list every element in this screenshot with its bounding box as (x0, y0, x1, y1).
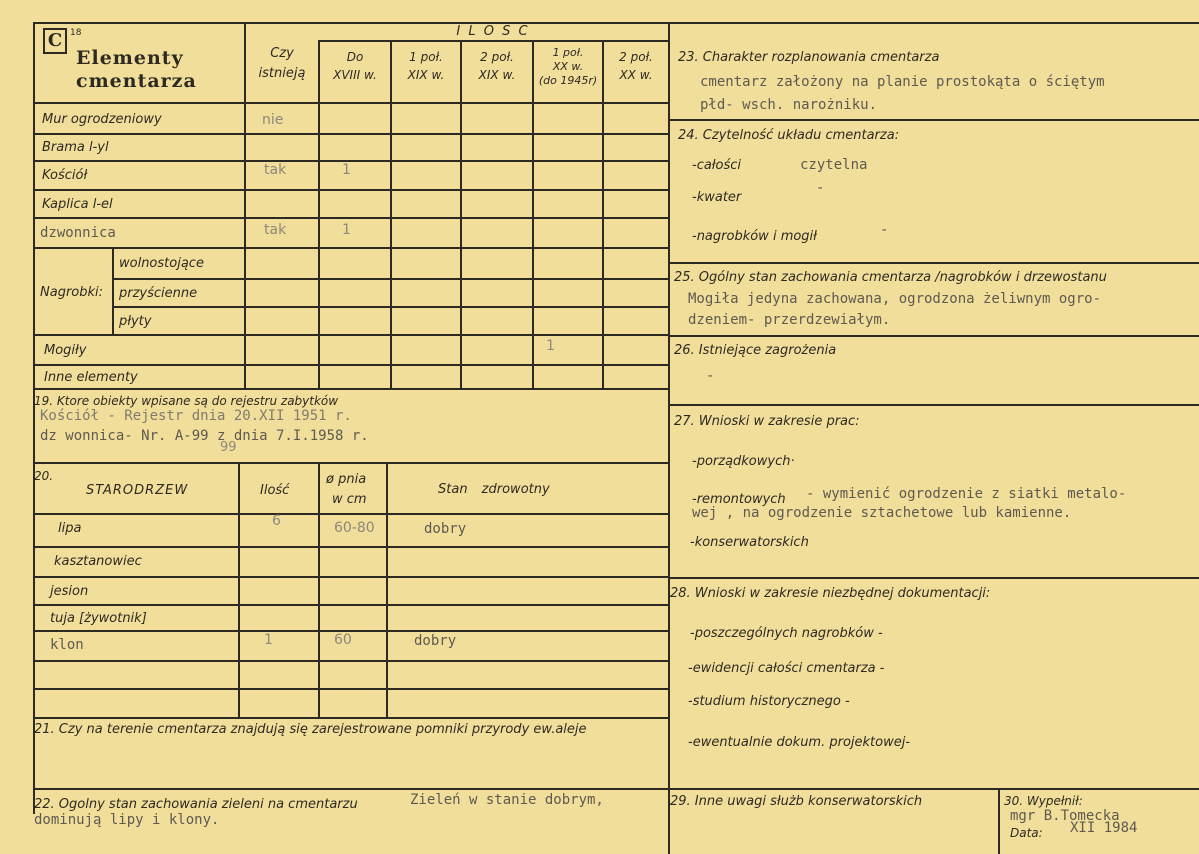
s23-line2: płd- wsch. narożniku. (700, 97, 878, 113)
row-line-7 (112, 306, 668, 308)
s27-remontowych-line1: - wymienić ogrodzenie z siatki metalo- (806, 486, 1127, 502)
s24-kwater-value: - (816, 180, 825, 196)
row-line-3 (33, 189, 668, 191)
s22-label: 22. Ogolny stan zachowania zieleni na cmentarzu (34, 797, 358, 812)
s20-col-wcm: w cm (332, 492, 367, 507)
tree-name-tuja: tuja [żywotnik] (50, 611, 147, 626)
inne-label: Inne elementy (44, 370, 138, 385)
title-line1: Elementy (76, 47, 184, 69)
tree-state-klon: dobry (414, 633, 457, 649)
s19-bottom-line (33, 462, 668, 464)
row-exists-dzwonnica: tak (264, 222, 287, 238)
row-line-1 (33, 133, 668, 135)
s26-label: 26. Istniejące zagrożenia (674, 343, 837, 358)
mogily-label: Mogiły (44, 343, 87, 358)
s19-label: 19. Ktore obiekty wpisane są do rejestru zabytków (34, 394, 339, 408)
left-bottom-line (33, 788, 668, 790)
s27-label: 27. Wnioski w zakresie prac: (674, 414, 860, 429)
czy-label: Czy (270, 46, 294, 61)
period-2pol-xx: 2 poł. XX w. (619, 50, 653, 82)
c-superscript: 18 (70, 28, 82, 38)
s30-label: 30. Wypełnił: (1004, 794, 1083, 808)
row-exists-mur: nie (262, 112, 284, 128)
s19-line2: dz wonnica- Nr. A-99 z dnia 7.I.1958 r. (40, 428, 369, 444)
period-do-xviii: Do XVIII w. (333, 50, 377, 82)
s20-row-line-6 (33, 688, 668, 690)
s20-col-line-2 (318, 462, 320, 717)
row-line-5 (33, 247, 668, 249)
row-line-9 (33, 364, 668, 366)
s28-label: 28. Wnioski w zakresie niezbędnej dokumentacji: (670, 586, 991, 601)
s20-row-line-1 (33, 546, 668, 548)
s19-line1: Kościół - Rejestr dnia 20.XII 1951 r. (40, 408, 352, 424)
row-label-mur: Mur ogrodzeniowy (42, 112, 162, 127)
left-border (33, 22, 35, 814)
s20-col-pnia: ø pnia (326, 472, 367, 487)
s24-kwater-label: -kwater (692, 190, 742, 205)
s24-label: 24. Czytelność układu cmentarza: (678, 128, 900, 143)
nagrobki-divider (112, 247, 114, 334)
s30-data-label: Data: (1010, 826, 1043, 840)
mogily-xx1: 1 (546, 338, 555, 354)
s20-row-line-0 (33, 513, 668, 515)
nagrobki-label: Nagrobki: (40, 285, 104, 300)
row-label-brama: Brama l-yl (42, 140, 109, 155)
tree-name-lipa: lipa (58, 521, 82, 536)
s23-label: 23. Charakter rozplanowania cmentarza (678, 50, 940, 65)
ilosc-label: I L O S C (456, 24, 530, 39)
row-label-kosciol: Kościół (42, 168, 88, 183)
c-box: C (43, 28, 67, 54)
nagrobki-plyty: płyty (119, 314, 152, 329)
tree-name-jesion: jesion (50, 584, 89, 599)
row-do18-dzwonnica: 1 (342, 222, 351, 238)
s20-col-line-3 (386, 462, 388, 717)
s24-calosci-value: czytelna (800, 157, 868, 173)
s24-calosci-label: -całości (692, 158, 742, 173)
period-1pol-xx: 1 poł. XX w. (do 1945r) (538, 46, 598, 87)
s23-bottom-line (668, 119, 1199, 121)
s24-nagrobkow-label: -nagrobków i mogił (692, 229, 817, 244)
s23-line1: cmentarz założony na planie prostokąta o ściętym (700, 74, 1105, 90)
s21-label: 21. Czy na terenie cmentarza znajdują się zarejestrowane pomniki przyrody ew.aleje (34, 722, 587, 737)
s25-line2: dzeniem- przerdzewiałym. (688, 312, 891, 328)
tree-count-klon: 1 (264, 632, 273, 648)
s24-bottom-line (668, 262, 1199, 264)
s20-row-line-3 (33, 604, 668, 606)
ilosc-underline (318, 40, 668, 42)
s22-line1: Zieleń w stanie dobrym, (410, 792, 604, 808)
s28-item-projektowej: -ewentualnie dokum. projektowej- (688, 735, 911, 750)
row-label-dzwonnica: dzwonnica (40, 225, 116, 241)
s20-row-line-2 (33, 576, 668, 578)
period-1pol-xix: 1 poł. XIX w. (407, 50, 445, 82)
s25-label: 25. Ogólny stan zachowania cmentarza /nagrobków i drzewostanu (674, 270, 1107, 285)
s22-line2: dominują lipy i klony. (34, 812, 220, 828)
s25-line1: Mogiła jedyna zachowana, ogrodzona żeliwnym ogro- (688, 291, 1102, 307)
tree-state-lipa: dobry (424, 521, 467, 537)
s26-value: - (706, 368, 715, 384)
tree-count-lipa: 6 (272, 513, 281, 529)
period-2pol-xix: 2 poł. XIX w. (478, 50, 516, 82)
s26-bottom-line (668, 404, 1199, 406)
tree-name-kasztanowiec: kasztanowiec (54, 554, 142, 569)
s27-bottom-line (668, 577, 1199, 579)
s20-row-line-5 (33, 660, 668, 662)
s20-col-starodrzew: STARODRZEW (86, 483, 189, 498)
title-line2: cmentarza (76, 70, 197, 92)
tree-name-klon: klon (50, 637, 84, 653)
s30-name: mgr B.Tomecka (1010, 808, 1120, 824)
s19-note: 99 (220, 440, 237, 455)
s27-remontowych-line2: wej , na ogrodzenie sztachetowe lub kamienne. (692, 505, 1072, 521)
s28-item-studium: -studium historycznego - (688, 694, 850, 709)
right-bottom-line (668, 788, 1199, 790)
tree-diam-klon: 60 (334, 632, 352, 648)
row-line-10 (33, 388, 668, 390)
s27-konserwatorskich: -konserwatorskich (690, 535, 809, 550)
s30-date: XII 1984 (1070, 820, 1138, 836)
tree-diam-lipa: 60-80 (334, 520, 375, 536)
s28-item-ewidencji: -ewidencji całości cmentarza - (688, 661, 885, 676)
istnieja-label: istnieją (258, 66, 306, 81)
s28-item-nagrobkow: -poszczególnych nagrobków - (690, 626, 883, 641)
nagrobki-wolnostojace: wolnostojące (119, 256, 204, 271)
s25-bottom-line (668, 335, 1199, 337)
row-exists-kosciol: tak (264, 162, 287, 178)
s20-col-ilosc: Ilość (260, 483, 290, 498)
row-line-6 (112, 278, 668, 280)
s20-col-stan: Stan zdrowotny (438, 482, 550, 497)
s24-nagrobkow-value: - (880, 222, 889, 238)
s20-num: 20. (34, 469, 54, 483)
s27-porzadkowych: -porządkowych· (692, 454, 795, 469)
header-bottom-line (33, 102, 668, 104)
center-divider (668, 22, 670, 854)
s20-row-line-7 (33, 717, 668, 719)
row-label-kaplica: Kaplica l-el (42, 197, 113, 212)
s29-divider (998, 788, 1000, 854)
s29-label: 29. Inne uwagi służb konserwatorskich (670, 794, 923, 809)
nagrobki-przyscienne: przyścienne (119, 286, 198, 301)
s27-remontowych-label: -remontowych (692, 492, 786, 507)
row-line-8 (33, 334, 668, 336)
row-line-4 (33, 217, 668, 219)
s20-col-line-1 (238, 462, 240, 717)
row-do18-kosciol: 1 (342, 162, 351, 178)
